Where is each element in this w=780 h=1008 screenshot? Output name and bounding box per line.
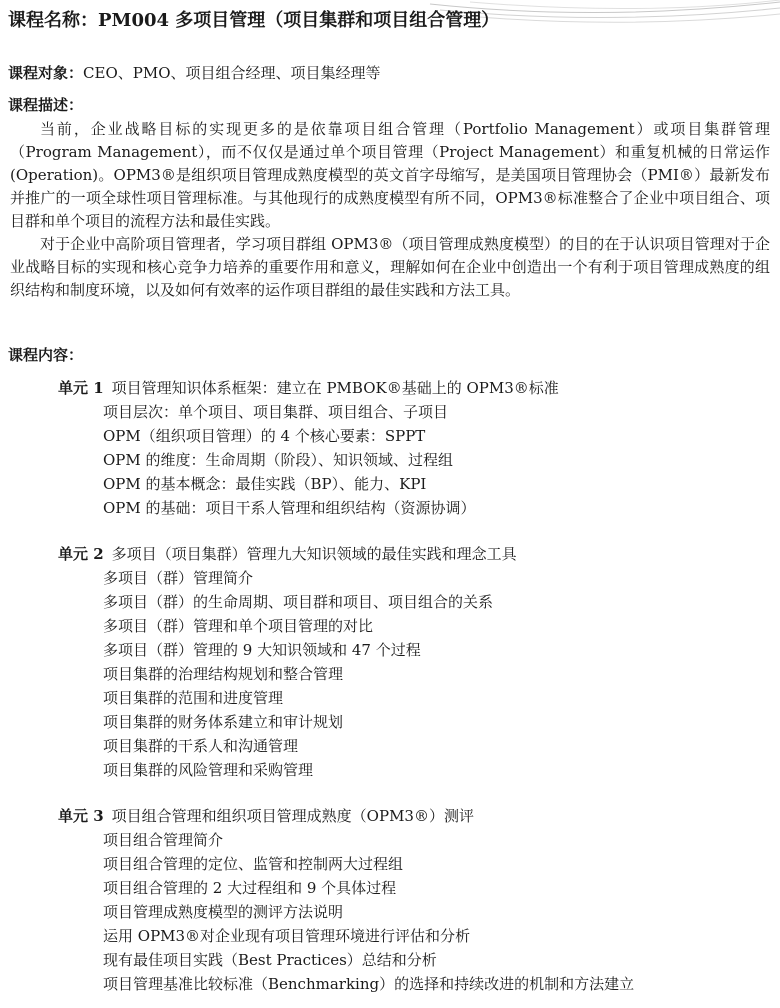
unit-topic: 项目组合管理的定位、监管和控制两大过程组 [103,855,404,873]
audience-label: 课程对象： [8,64,84,82]
description-paragraph: 对于企业中高阶项目管理者，学习项目群组 OPM3®（项目管理成熟度模型）的目的在于认识项目管理对于企业战略目标的实现和核心竞争力培养的重要作用和意义，理解如何在企业中创造出一个有利于项目管理成熟度的组织结构和制度环境，以及如何有效率的运作项目群组的最佳实践和方法工具。 [10,235,770,299]
unit-heading [58,542,780,566]
unit-3 [0,804,780,996]
unit-topic: 项目组合管理简介 [103,831,224,849]
unit-spacer [0,782,780,804]
description-body [10,118,770,302]
unit-topic: 现有最佳项目实践（Best Practices）总结和分析 [103,951,437,969]
course-units [0,376,780,996]
unit-topic: 项目集群的范围和进度管理 [103,689,284,707]
unit-topic-list [0,400,780,520]
audience-line [8,62,381,84]
unit-topic-list [0,566,780,782]
unit-number: 单元 2 [58,545,104,563]
unit-topic-list [0,828,780,996]
unit-topic: OPM 的基础：项目干系人管理和组织结构（资源协调） [103,499,476,517]
unit-spacer [0,520,780,542]
unit-heading [58,804,780,828]
unit-title: 项目组合管理和组织项目管理成熟度（OPM3®）测评 [111,807,474,825]
unit-topic: 项目管理成熟度模型的测评方法说明 [103,903,344,921]
description-label: 课程描述： [8,96,84,114]
unit-topic: 项目集群的治理结构规划和整合管理 [103,665,344,683]
unit-topic: 项目集群的风险管理和采购管理 [103,761,314,779]
unit-heading [58,376,780,400]
unit-topic: 多项目（群）的生命周期、项目群和项目、项目组合的关系 [103,593,494,611]
unit-title: 项目管理知识体系框架：建立在 PMBOK®基础上的 OPM3®标准 [111,379,559,397]
content-label: 课程内容： [8,346,84,364]
unit-topic: 多项目（群）管理简介 [103,569,254,587]
unit-topic: 项目层次：单个项目、项目集群、项目组合、子项目 [103,403,449,421]
unit-topic: 多项目（群）管理的 9 大知识领域和 47 个过程 [103,641,421,659]
unit-topic: 运用 OPM3®对企业现有项目管理环境进行评估和分析 [103,927,471,945]
unit-topic: 项目集群的财务体系建立和审计规划 [103,713,344,731]
unit-topic: OPM 的基本概念：最佳实践（BP）、能力、KPI [103,475,427,493]
unit-topic: 项目组合管理的 2 大过程组和 9 个具体过程 [103,879,397,897]
unit-number: 单元 3 [58,807,104,825]
audience-value: CEO、PMO、项目组合经理、项目集经理等 [83,64,381,82]
unit-topic: 项目管理基准比较标准（Benchmarking）的选择和持续改进的机制和方法建立 [103,975,635,993]
unit-topic: OPM 的维度：生命周期（阶段）、知识领域、过程组 [103,451,454,469]
unit-topic: OPM（组织项目管理）的 4 个核心要素：SPPT [103,427,426,445]
unit-1 [0,376,780,520]
unit-number: 单元 1 [58,379,104,397]
unit-title: 多项目（项目集群）管理九大知识领域的最佳实践和理念工具 [111,545,517,563]
unit-topic: 多项目（群）管理和单个项目管理的对比 [103,617,374,635]
course-title: 课程名称：PM004 多项目管理（项目集群和项目组合管理） [8,10,500,31]
description-paragraph: 当前，企业战略目标的实现更多的是依靠项目组合管理（Portfolio Management）或项目集群管理（Program Management），而不仅仅是通过单个项目管理（Project Management）和重复机械的日常运作(Operation)。OPM3®是组织项目管理成熟度模型的英文首字母缩写，是美国项目管理协会（PMI®）最新发布并推广的一项全球性项目管理标准。与其他现行的成熟度模型有所不同，OPM3®标准整合了企业中项目组合、项目群和单个项目的流程方法和最佳实践。 [10,120,770,230]
unit-2 [0,542,780,782]
unit-topic: 项目集群的干系人和沟通管理 [103,737,299,755]
